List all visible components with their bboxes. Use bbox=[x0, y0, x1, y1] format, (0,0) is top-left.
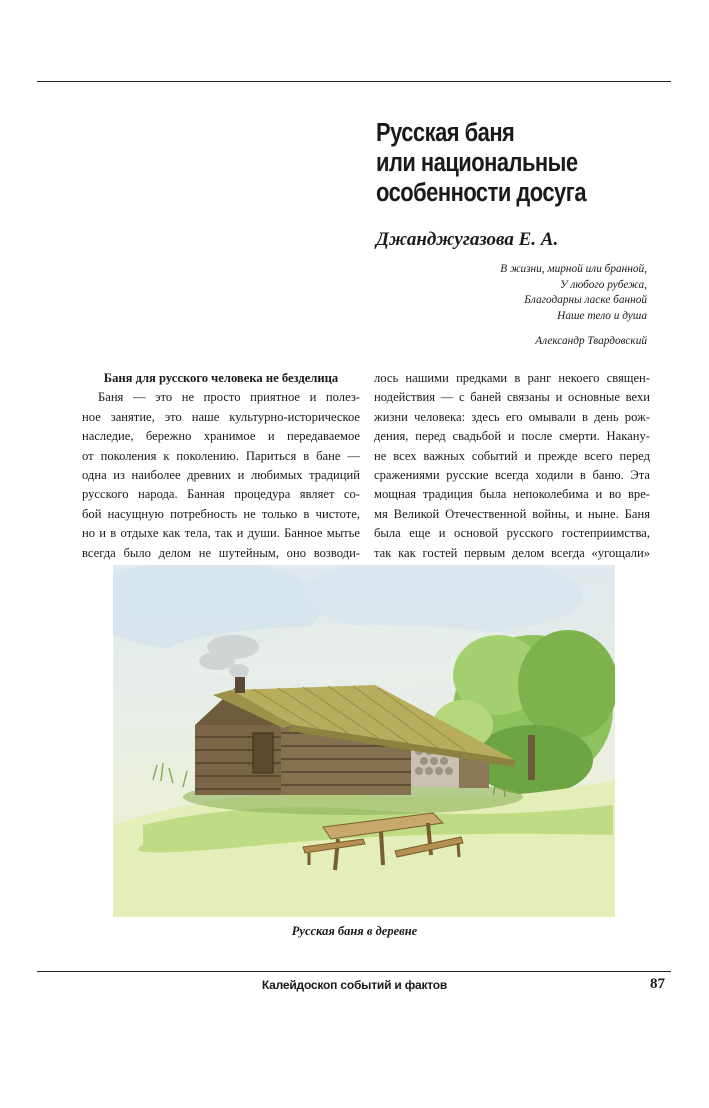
body-column-right bbox=[374, 369, 650, 563]
article-title bbox=[376, 118, 634, 208]
bathhouse-illustration bbox=[113, 565, 615, 917]
body-line: наследие, бережно хранимое и передаваемое bbox=[82, 429, 360, 444]
author-name: Джанджугазова Е. А. bbox=[376, 229, 559, 250]
title-line: или национальные bbox=[376, 149, 578, 177]
section-heading: Баня для русского человека не безделица bbox=[103, 371, 339, 385]
epigraph-poet: Александр Твардовский bbox=[535, 335, 647, 347]
body-line: но и в отдыхе как тела, так и души. Банное мытье bbox=[82, 526, 360, 541]
bottom-rule bbox=[37, 971, 671, 972]
epigraph-line: В жизни, мирной или бранной, bbox=[500, 263, 647, 275]
title-line: Русская баня bbox=[376, 119, 515, 147]
body-line: одна из наиболее древних и любимых традиций bbox=[82, 467, 360, 482]
body-line: всегда было делом не шутейным, оно возводи- bbox=[82, 545, 360, 560]
body-line: жизни человека: здесь его омывали в день рож- bbox=[374, 409, 650, 424]
running-footer: Калейдоскоп событий и фактов bbox=[261, 978, 448, 992]
body-line: ное занятие, это наше культурно-историческое bbox=[82, 409, 360, 424]
body-line: не всех важных событий и прежде всего перед bbox=[374, 448, 650, 463]
body-line: мя Великой Отечественной войны, и ныне. Баня bbox=[374, 506, 650, 521]
body-line: русского народа. Банная процедура являет со- bbox=[82, 487, 360, 502]
body-line: нодействия — с баней связаны и основные вехи bbox=[374, 390, 650, 405]
body-line: была еще и основой русского гостеприимства, bbox=[374, 526, 650, 541]
epigraph-line: Благодарны ласке банной bbox=[524, 294, 647, 306]
body-line: Баня — это не просто приятное и полез- bbox=[98, 390, 360, 405]
body-column-left bbox=[82, 369, 360, 563]
body-line: дения, перед свадьбой и после смерти. Накану- bbox=[374, 429, 650, 444]
body-line: так как гостей первым делом всегда «угощали» bbox=[374, 545, 650, 560]
epigraph-line: У любого рубежа, bbox=[560, 278, 647, 291]
epigraph bbox=[500, 262, 647, 350]
body-line: от поколения к поколению. Париться в бане — bbox=[82, 448, 360, 463]
page-number: 87 bbox=[650, 976, 665, 992]
epigraph-line: Наше тело и душа bbox=[557, 309, 647, 322]
body-line: мощная традиция была непоколебима и во вре- bbox=[374, 487, 650, 502]
body-line: лось нашими предками в ранг некоего священ- bbox=[374, 371, 650, 385]
title-line: особенности досуга bbox=[376, 179, 587, 207]
body-line: бой насущную потребность не только в чистоте, bbox=[82, 506, 360, 521]
figure-caption: Русская баня в деревне bbox=[291, 924, 418, 938]
top-rule bbox=[37, 81, 671, 82]
body-line: сражениями русские всегда ходили в баню. Эта bbox=[374, 467, 650, 482]
bathhouse-drawing bbox=[113, 565, 615, 917]
